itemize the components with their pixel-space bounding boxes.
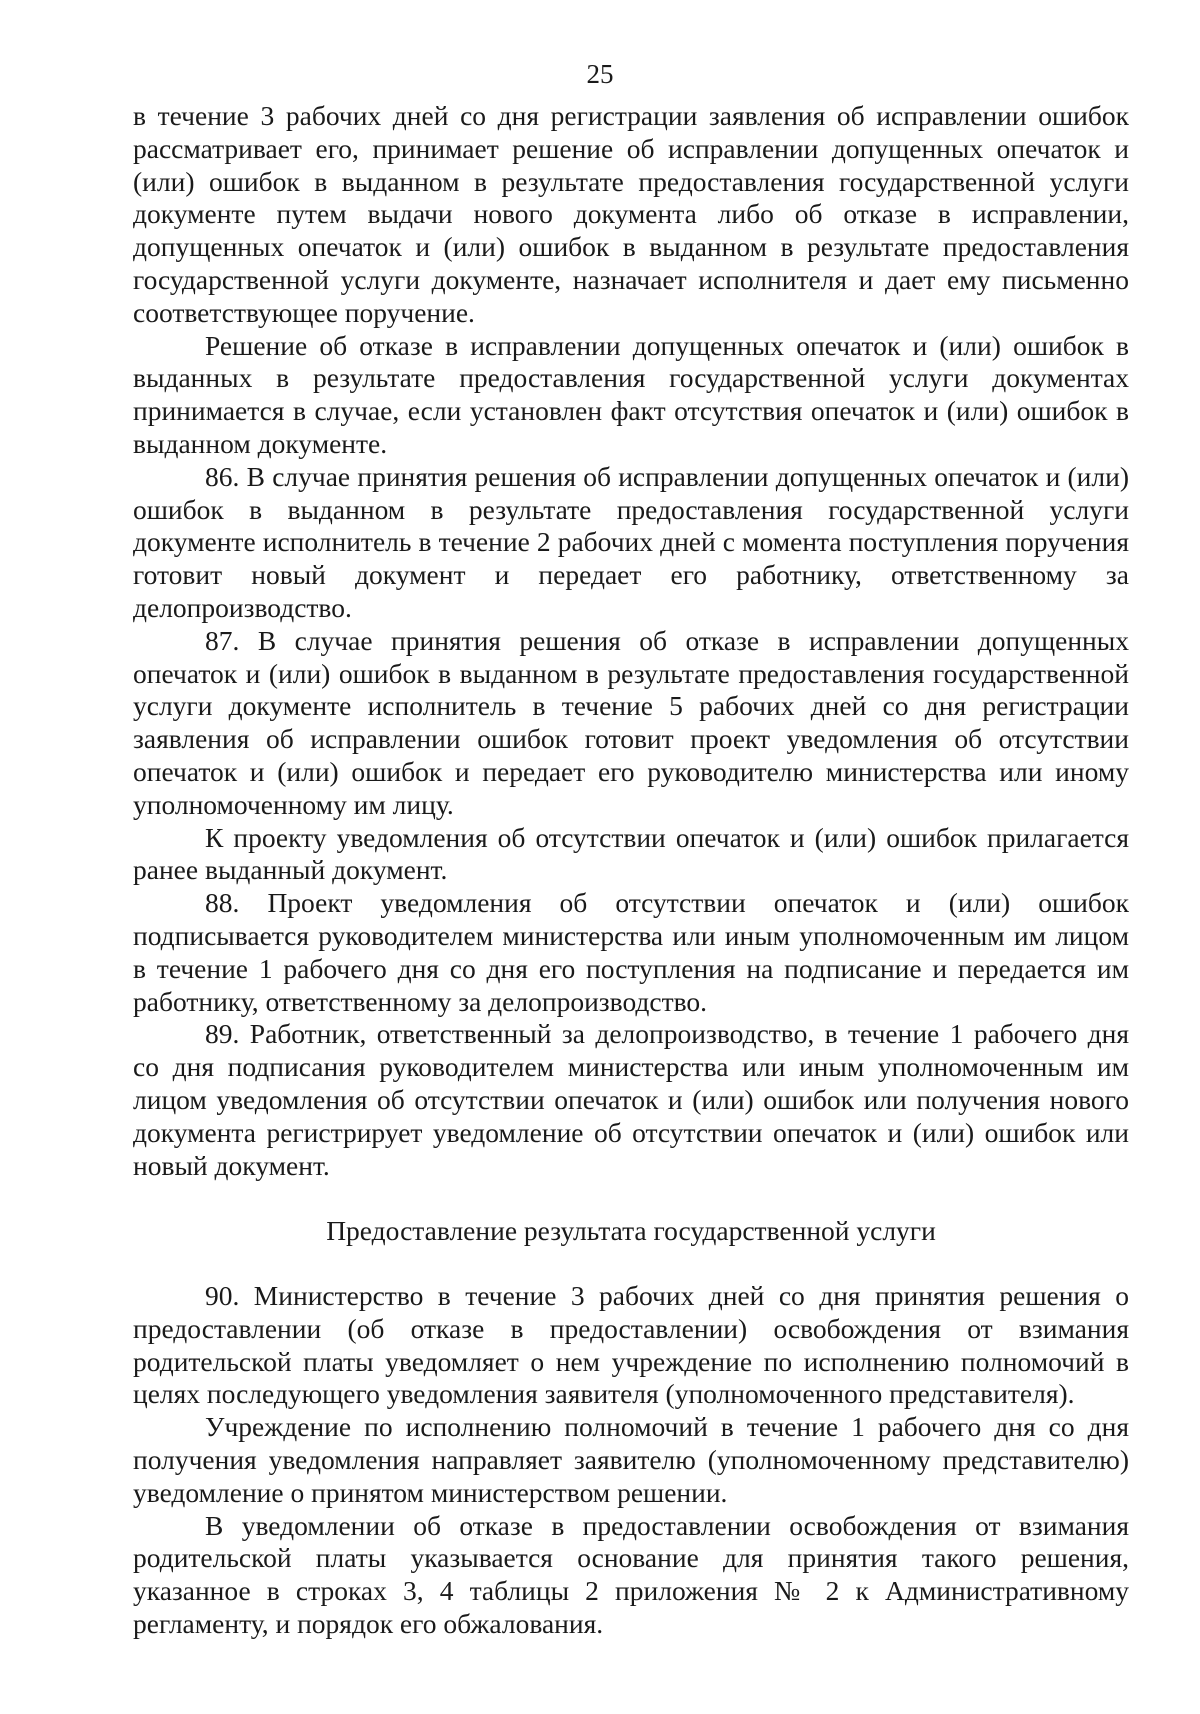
paragraph-refusal-notice: В уведомлении об отказе в предоставлении освобождения от взимания родительской платы указывается основание для принятия такого решения, указанное в строках 3, 4 таблицы 2 приложения № 2 к Административному регламенту, и порядок его обжалования. bbox=[133, 1509, 1129, 1640]
paragraph-refusal-decision: Решение об отказе в исправлении допущенных опечаток и (или) ошибок в выданных в результате предоставления государственной услуги документах принимается в случае, если установлен факт отсутствия опечаток и (или) ошибок в выданном документе. bbox=[133, 329, 1129, 459]
paragraph-draft-attachment: К проекту уведомления об отсутствии опечаток и (или) ошибок прилагается ранее выданный документ. bbox=[133, 821, 1129, 886]
document-body bbox=[133, 100, 1129, 1641]
paragraph-institution-notice: Учреждение по исполнению полномочий в течение 1 рабочего дня со дня получения уведомления направляет заявителю (уполномоченному представителю) уведомление о принятом министерством решении. bbox=[133, 1411, 1129, 1508]
paragraph-90: 90. Министерство в течение 3 рабочих дней со дня принятия решения о предоставлении (об отказе в предоставлении) освобождения от взимания родительской платы уведомляет о нем учреждение по исполнению полномочий в целях последующего уведомления заявителя (уполномоченного представителя). bbox=[133, 1280, 1129, 1410]
page-number: 25 bbox=[586, 59, 614, 89]
paragraph-continuation: в течение 3 рабочих дней со дня регистрации заявления об исправлении ошибок рассматривает его, принимает решение об исправлении допущенных опечаток и (или) ошибок в выданном в результате предоставления государственной услуги документе путем выдачи нового документа либо об отказе в исправлении, допущенных опечаток и (или) ошибок в выданном в результате предоставления государственной услуги документе, назначает исполнителя и дает ему письменно соответствующее поручение. bbox=[133, 100, 1129, 328]
paragraph-89: 89. Работник, ответственный за делопроизводство, в течение 1 рабочего дня со дня подписания руководителем министерства или иным уполномоченным им лицом уведомления об отсутствии опечаток и (или) ошибок или получения нового документа регистрирует уведомление об отсутствии опечаток и (или) ошибок или новый документ. bbox=[133, 1018, 1129, 1181]
paragraph-86: 86. В случае принятия решения об исправлении допущенных опечаток и (или) ошибок в выданном в результате предоставления государственной услуги документе исполнитель в течение 2 рабочих дней с момента поступления поручения готовит новый документ и передает его работнику, ответственному за делопроизводство. bbox=[133, 460, 1129, 623]
section-heading: Предоставление результата государственной услуги bbox=[326, 1215, 936, 1247]
paragraph-87: 87. В случае принятия решения об отказе в исправлении допущенных опечаток и (или) ошибок в выданном в результате предоставления государственной услуги документе исполнитель в течение 5 рабочих дней со дня регистрации заявления об исправлении ошибок готовит проект уведомления об отсутствии опечаток и (или) ошибок и передает его руководителю министерства или иному уполномоченному им лицу. bbox=[133, 624, 1129, 820]
paragraph-88: 88. Проект уведомления об отсутствии опечаток и (или) ошибок подписывается руководителем министерства или иным уполномоченным им лицом в течение 1 рабочего дня со дня его поступления на подписание и передается им работнику, ответственному за делопроизводство. bbox=[133, 887, 1129, 1017]
